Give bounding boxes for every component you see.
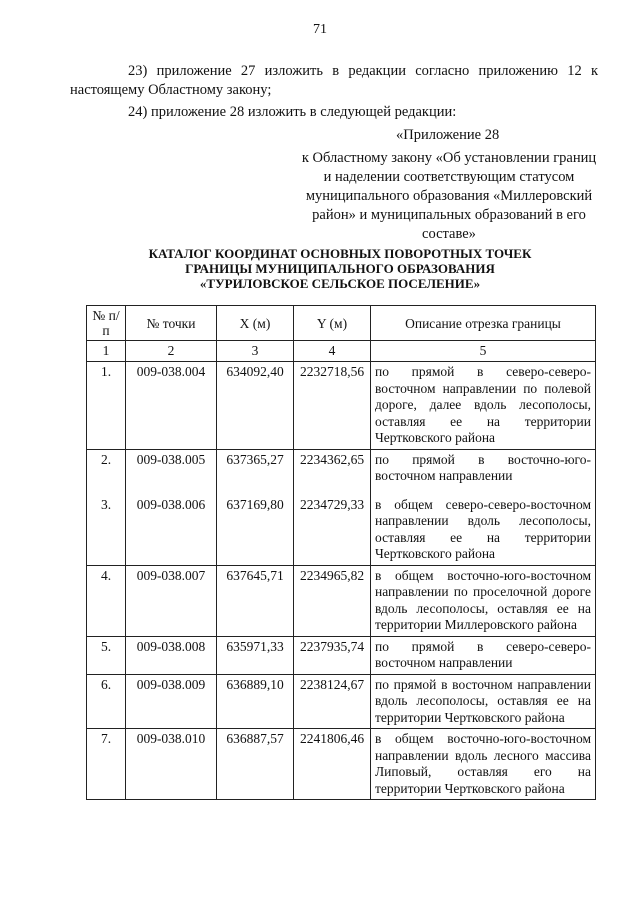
row-point: 009-038.008	[126, 636, 217, 674]
row-desc: по прямой в восточном направлении вдоль лесополосы, оставляя ее на территории Чертковского района	[371, 674, 596, 729]
page-number: 71	[313, 22, 327, 37]
table-row	[87, 487, 596, 566]
index-cell: 1	[87, 341, 126, 362]
header-x: X (м)	[217, 306, 294, 341]
table-row	[87, 729, 596, 800]
row-x: 634092,40	[217, 362, 294, 450]
row-desc: по прямой в северо-северо-восточном направлении	[371, 636, 596, 674]
catalog-title-line: «ТУРИЛОВСКОЕ СЕЛЬСКОЕ ПОСЕЛЕНИЕ»	[199, 276, 481, 291]
paragraph-23-text: 23) приложение 27 изложить в редакции согласно приложению 12 к настоящему Областному закону;	[70, 63, 598, 98]
row-y: 2238124,67	[294, 674, 371, 729]
row-desc: по прямой в восточно-юго-восточном направлении	[371, 449, 596, 487]
table-row	[87, 362, 596, 450]
catalog-title-line: ГРАНИЦЫ МУНИЦИПАЛЬНОГО ОБРАЗОВАНИЯ	[185, 261, 495, 276]
row-num: 7.	[87, 729, 126, 800]
index-cell: 5	[371, 341, 596, 362]
row-x: 637169,80	[217, 487, 294, 566]
row-point: 009-038.004	[126, 362, 217, 450]
row-point: 009-038.009	[126, 674, 217, 729]
row-y: 2234362,65	[294, 449, 371, 487]
row-x: 637645,71	[217, 565, 294, 636]
header-y: Y (м)	[294, 306, 371, 341]
row-num: 3.	[87, 487, 126, 566]
row-desc: в общем северо-северо-восточном направлении вдоль лесополосы, оставляя ее на территории Чертковского района	[371, 487, 596, 566]
table-index-row	[87, 341, 596, 362]
row-x: 637365,27	[217, 449, 294, 487]
row-x: 636887,57	[217, 729, 294, 800]
appendix-title: «Приложение 28	[396, 127, 500, 143]
row-y: 2232718,56	[294, 362, 371, 450]
appendix-subtitle: к Областному закону «Об установлении границ и наделении соответствующим статусом муниципального образования «Миллеровский район» и муниципальных образований в его составе»	[301, 150, 597, 242]
row-y: 2234729,33	[294, 487, 371, 566]
table-row	[87, 565, 596, 636]
catalog-title-line: КАТАЛОГ КООРДИНАТ ОСНОВНЫХ ПОВОРОТНЫХ ТОЧЕК	[148, 246, 532, 261]
row-num: 1.	[87, 362, 126, 450]
row-desc: в общем восточно-юго-восточном направлении вдоль лесного массива Липовый, оставляя его на территории Чертковского района	[371, 729, 596, 800]
row-point: 009-038.006	[126, 487, 217, 566]
index-cell: 3	[217, 341, 294, 362]
coordinates-table	[86, 305, 596, 800]
row-num: 5.	[87, 636, 126, 674]
table-row	[87, 449, 596, 487]
catalog-title	[40, 246, 640, 291]
row-x: 636889,10	[217, 674, 294, 729]
header-desc: Описание отрезка границы	[371, 306, 596, 341]
row-point: 009-038.005	[126, 449, 217, 487]
row-desc: по прямой в северо-северо-восточном направлении по полевой дороге, далее вдоль лесополосы, оставляя ее на территории Чертковского района	[371, 362, 596, 450]
row-y: 2234965,82	[294, 565, 371, 636]
row-point: 009-038.007	[126, 565, 217, 636]
index-cell: 2	[126, 341, 217, 362]
row-num: 4.	[87, 565, 126, 636]
row-num: 6.	[87, 674, 126, 729]
paragraph-23	[70, 62, 598, 100]
header-num: № п/п	[87, 306, 126, 341]
paragraph-24-text: 24) приложение 28 изложить в следующей редакции:	[128, 104, 457, 120]
row-y: 2241806,46	[294, 729, 371, 800]
table-row	[87, 636, 596, 674]
row-y: 2237935,74	[294, 636, 371, 674]
table-header-row	[87, 306, 596, 341]
header-point: № точки	[126, 306, 217, 341]
row-x: 635971,33	[217, 636, 294, 674]
row-desc: в общем восточно-юго-восточном направлении по проселочной дороге вдоль лесополосы, оставляя ее на территории Миллеровского района	[371, 565, 596, 636]
paragraph-24	[70, 103, 598, 122]
row-num: 2.	[87, 449, 126, 487]
index-cell: 4	[294, 341, 371, 362]
row-point: 009-038.010	[126, 729, 217, 800]
table-row	[87, 674, 596, 729]
